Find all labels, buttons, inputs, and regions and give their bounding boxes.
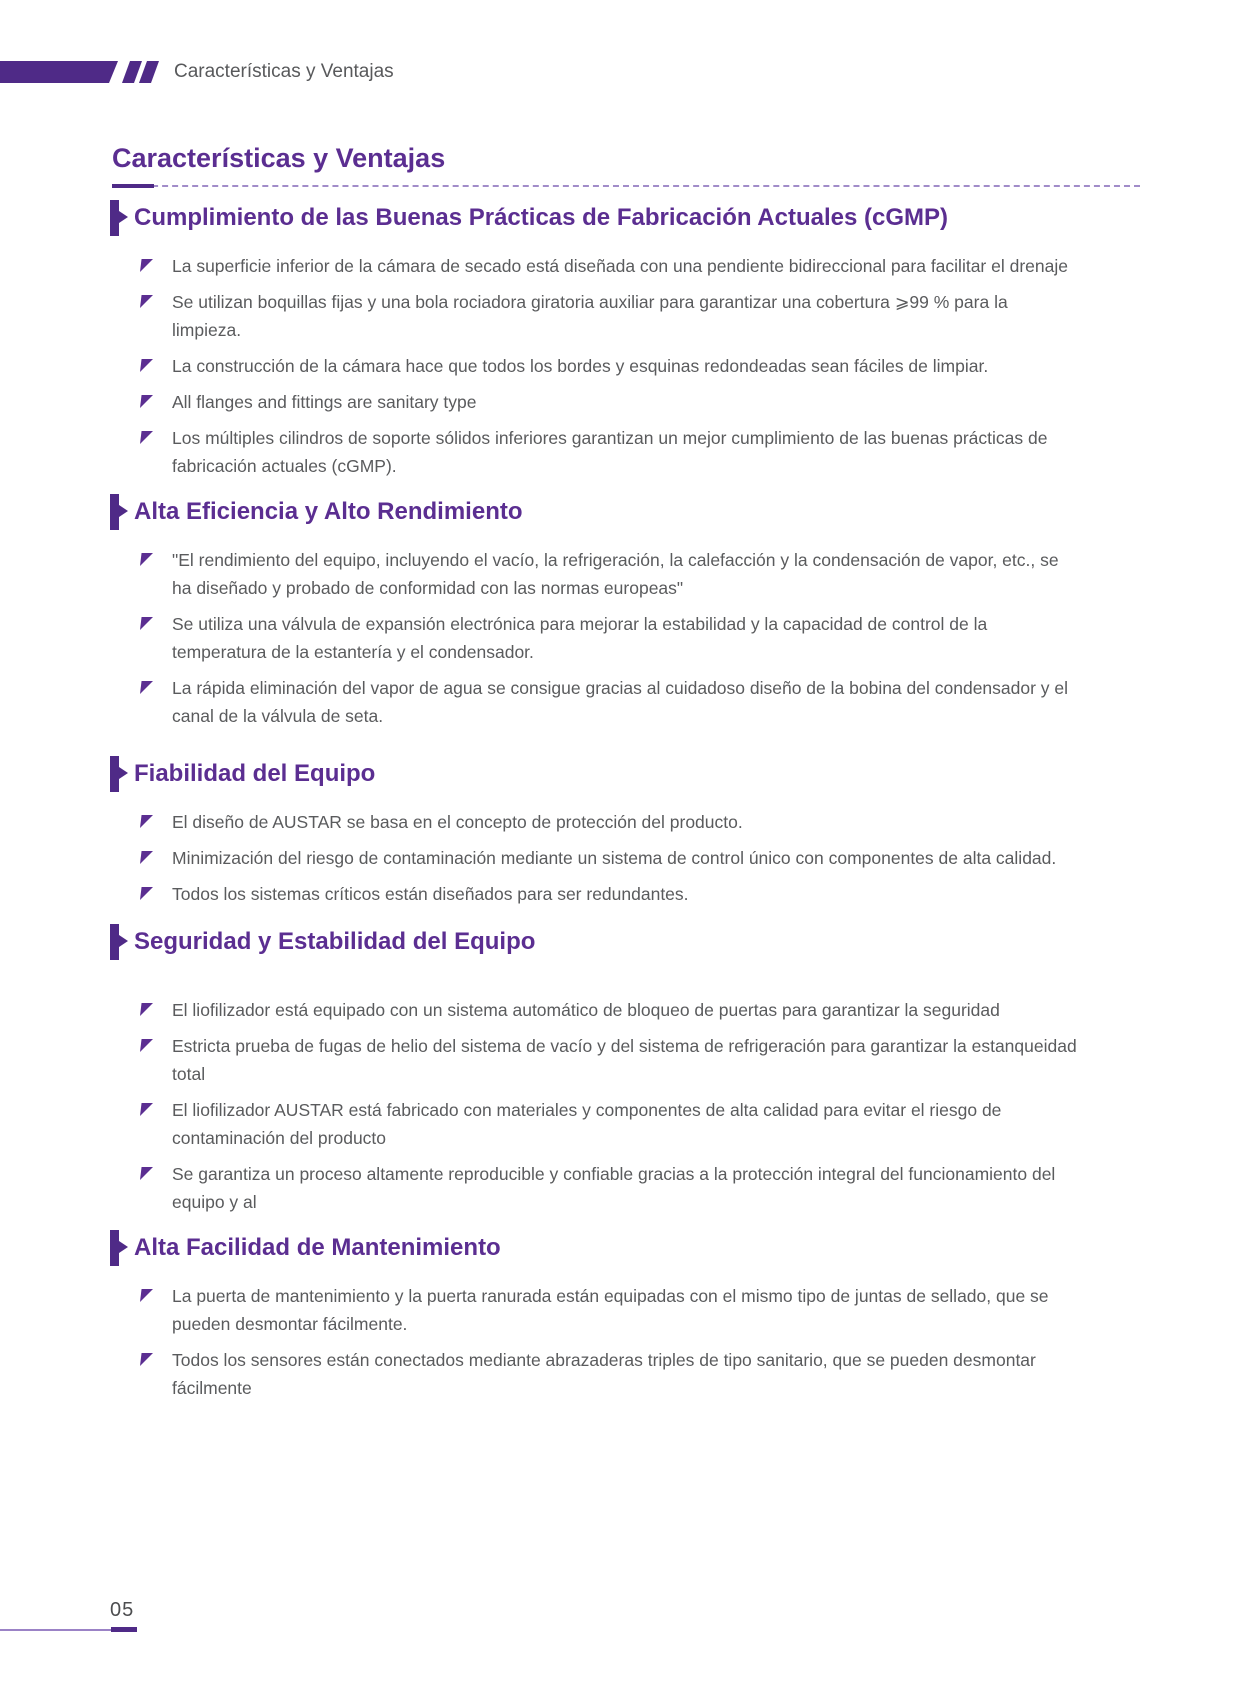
bullet-text: El diseño de AUSTAR se basa en el concepto de protección del producto. <box>172 812 743 833</box>
page-title: Características y Ventajas <box>112 143 446 173</box>
section-heading-row <box>110 494 1128 530</box>
bullet-text: Minimización del riesgo de contaminación mediante un sistema de control único con componentes de alta calidad. <box>172 848 1057 869</box>
flag-triangle-icon <box>140 887 153 900</box>
section-mantenimiento <box>112 1230 1128 1402</box>
flag-triangle-icon <box>140 395 153 408</box>
list-item <box>140 252 1128 280</box>
list-item <box>140 880 1128 908</box>
bullet-text: Se garantiza un proceso altamente reproducible y confiable gracias a la protección integral del funcionamiento del equipo y al <box>172 1164 1056 1213</box>
flag-triangle-icon <box>140 1003 153 1016</box>
bullet-list <box>112 808 1128 908</box>
divider-solid-segment <box>112 184 154 188</box>
flag-bar-icon <box>110 1230 119 1266</box>
list-item <box>140 844 1128 872</box>
header-label: Características y Ventajas <box>174 61 394 82</box>
section-heading-row <box>110 756 1128 792</box>
section-heading: Seguridad y Estabilidad del Equipo <box>134 927 536 955</box>
section-heading: Alta Facilidad de Mantenimiento <box>134 1233 501 1261</box>
divider-dashes <box>112 185 1140 187</box>
list-item <box>140 424 1128 480</box>
flag-triangle-icon <box>140 359 153 372</box>
section-heading: Fiabilidad del Equipo <box>134 759 376 787</box>
flag-bar-icon <box>110 924 119 960</box>
section-cgmp <box>112 200 1128 480</box>
footer-line <box>0 1629 112 1631</box>
list-item <box>140 546 1128 602</box>
bullet-text: El liofilizador está equipado con un sistema automático de bloqueo de puertas para garantizar la seguridad <box>172 1000 1000 1021</box>
bullet-text: Estricta prueba de fugas de helio del sistema de vacío y del sistema de refrigeración para garantizar la estanqueidad total <box>172 1036 1077 1085</box>
section-fiabilidad <box>112 756 1128 908</box>
bullet-text: La puerta de mantenimiento y la puerta ranurada están equipadas con el mismo tipo de juntas de sellado, que se pueden desmontar fácilmente. <box>172 1286 1049 1335</box>
section-heading: Cumplimiento de las Buenas Prácticas de Fabricación Actuales (cGMP) <box>134 203 949 231</box>
list-item <box>140 808 1128 836</box>
list-item <box>140 1282 1128 1338</box>
list-item <box>140 996 1128 1024</box>
bullet-text: La rápida eliminación del vapor de agua se consigue gracias al cuidadoso diseño de la bobina del condensador y el canal de la válvula de seta. <box>172 678 1069 727</box>
bullet-text: Se utiliza una válvula de expansión electrónica para mejorar la estabilidad y la capacidad de control de la temperatura de la estantería y el condensador. <box>172 614 988 663</box>
flag-triangle-icon <box>140 617 153 630</box>
bullet-text: Todos los sensores están conectados mediante abrazaderas triples de tipo sanitario, que se pueden desmontar fácilmente <box>172 1350 1036 1399</box>
flag-triangle-icon <box>140 259 153 272</box>
list-item <box>140 1346 1128 1402</box>
bullet-text: All flanges and fittings are sanitary type <box>172 392 477 413</box>
flag-triangle-icon <box>140 1289 153 1302</box>
bullet-list <box>112 996 1128 1216</box>
section-heading-row <box>110 200 1128 236</box>
flag-bar-icon <box>110 494 119 530</box>
list-item <box>140 1096 1128 1152</box>
flag-triangle-icon <box>140 681 153 694</box>
bullet-text: La superficie inferior de la cámara de secado está diseñada con una pendiente bidireccional para facilitar el drenaje <box>172 256 1068 277</box>
list-item <box>140 352 1128 380</box>
section-seguridad <box>112 924 1128 1216</box>
flag-triangle-icon <box>140 431 153 444</box>
flag-triangle-icon <box>140 1103 153 1116</box>
list-item <box>140 288 1128 344</box>
flag-triangle-icon <box>140 1353 153 1366</box>
footer-line-accent <box>111 1627 137 1632</box>
flag-triangle-icon <box>140 815 153 828</box>
list-item <box>140 674 1128 730</box>
bullet-list <box>112 1282 1128 1402</box>
list-item <box>140 1160 1128 1216</box>
bullet-text: Todos los sistemas críticos están diseñados para ser redundantes. <box>172 884 689 905</box>
bullet-text: Se utilizan boquillas fijas y una bola rociadora giratoria auxiliar para garantizar una cobertura ⩾99 % para la limpieza. <box>172 292 1008 341</box>
list-item <box>140 1032 1128 1088</box>
flag-bar-icon <box>110 200 119 236</box>
bullet-text: Los múltiples cilindros de soporte sólidos inferiores garantizan un mejor cumplimiento de las buenas prácticas de fabricación actuales (cGMP). <box>172 428 1048 477</box>
section-heading-row <box>110 924 1128 960</box>
flag-triangle-icon <box>140 1167 153 1180</box>
flag-triangle-icon <box>140 851 153 864</box>
list-item <box>140 610 1128 666</box>
bullet-text: El liofilizador AUSTAR está fabricado con materiales y componentes de alta calidad para evitar el riesgo de contaminación del producto <box>172 1100 1002 1149</box>
flag-triangle-icon <box>140 295 153 308</box>
section-heading: Alta Eficiencia y Alto Rendimiento <box>134 497 523 525</box>
list-item <box>140 388 1128 416</box>
section-eficiencia <box>112 494 1128 730</box>
bullet-text: "El rendimiento del equipo, incluyendo el vacío, la refrigeración, la calefacción y la condensación de vapor, etc., se ha diseñado y probado de conformidad con las normas europeas" <box>172 550 1059 599</box>
flag-bar-icon <box>110 756 119 792</box>
bullet-list <box>112 252 1128 480</box>
bullet-list <box>112 546 1128 730</box>
flag-triangle-icon <box>140 1039 153 1052</box>
header-accent-bar <box>0 61 118 83</box>
content-column <box>112 0 1128 1416</box>
page-number: 05 <box>110 1599 135 1621</box>
flag-triangle-icon <box>140 553 153 566</box>
section-heading-row <box>110 1230 1128 1266</box>
dashed-divider <box>112 184 1128 188</box>
bullet-text: La construcción de la cámara hace que todos los bordes y esquinas redondeadas sean fáciles de limpiar. <box>172 356 989 377</box>
